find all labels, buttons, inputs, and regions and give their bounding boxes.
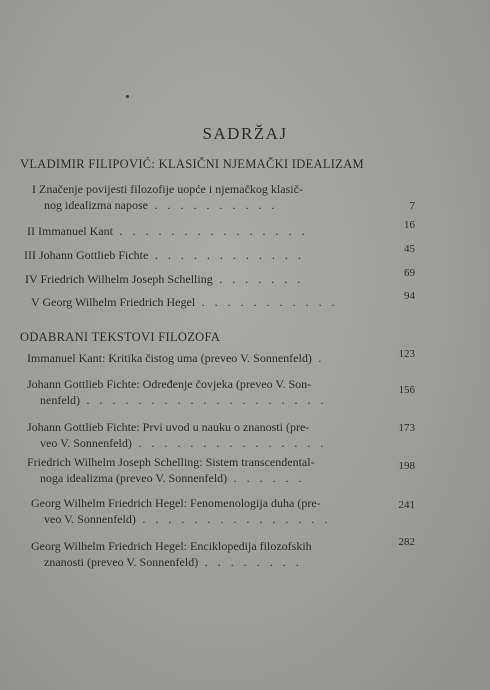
toc-page-number: 241: [398, 499, 415, 511]
toc-entry-line: Johann Gottlieb Fichte: Određenje čovjeka (preveo V. Son-: [27, 377, 312, 391]
toc-page-number: 173: [398, 422, 415, 434]
toc-page-number: 16: [404, 219, 415, 231]
toc-page-number: 198: [398, 460, 415, 472]
toc-entry-line: I Značenje povijesti filozofije uopće i njemačkog klasič-: [32, 182, 303, 196]
section-heading-texts: ODABRANI TEKSTOVI FILOZOFA: [20, 330, 221, 344]
ink-speck: [126, 95, 129, 98]
toc-entry-line: Friedrich Wilhelm Joseph Schelling: Sistem transcendental-: [27, 455, 315, 469]
toc-entry-line: Georg Wilhelm Friedrich Hegel: Fenomenologija duha (pre-: [31, 496, 321, 510]
section-heading-filipovic: VLADIMIR FILIPOVIĆ: KLASIČNI NJEMAČKI IDEALIZAM: [20, 157, 364, 171]
toc-page-number: 69: [404, 267, 415, 279]
toc-page-number: 282: [398, 536, 415, 548]
toc-page-number: 123: [398, 348, 415, 360]
toc-entry-line: Immanuel Kant: Kritika čistog uma (preveo V. Sonnenfeld) .: [27, 351, 325, 365]
page-title: SADRŽAJ: [202, 124, 288, 143]
toc-page-number: 7: [409, 200, 415, 212]
toc-entry-line: veo V. Sonnenfeld) . . . . . . . . . . . . . . .: [44, 512, 331, 526]
toc-entry-line: IV Friedrich Wilhelm Joseph Schelling . . . . . . .: [25, 272, 304, 286]
toc-entry-line: Johann Gottlieb Fichte: Prvi uvod u nauku o znanosti (pre-: [27, 420, 310, 434]
toc-page-number: 45: [404, 243, 415, 255]
toc-entry-line: II Immanuel Kant . . . . . . . . . . . . . . .: [27, 224, 308, 238]
toc-entry-line: noga idealizma (preveo V. Sonnenfeld) . . . . . .: [40, 471, 306, 485]
toc-entry-line: III Johann Gottlieb Fichte . . . . . . . . . . . .: [24, 248, 305, 262]
toc-page-number: 156: [398, 384, 415, 396]
toc-entry-line: nog idealizma napose . . . . . . . . . .: [44, 198, 278, 212]
toc-page-number: 94: [404, 290, 415, 302]
toc-entry-line: nenfeld) . . . . . . . . . . . . . . . . . . .: [40, 393, 327, 407]
toc-entry-line: Georg Wilhelm Friedrich Hegel: Enciklopedija filozofskih: [31, 539, 312, 553]
toc-entry-line: veo V. Sonnenfeld) . . . . . . . . . . . . . . .: [40, 436, 327, 450]
toc-entry-line: V Georg Wilhelm Friedrich Hegel . . . . . . . . . . .: [31, 295, 339, 309]
toc-entry-line: znanosti (preveo V. Sonnenfeld) . . . . . . . .: [44, 555, 303, 569]
